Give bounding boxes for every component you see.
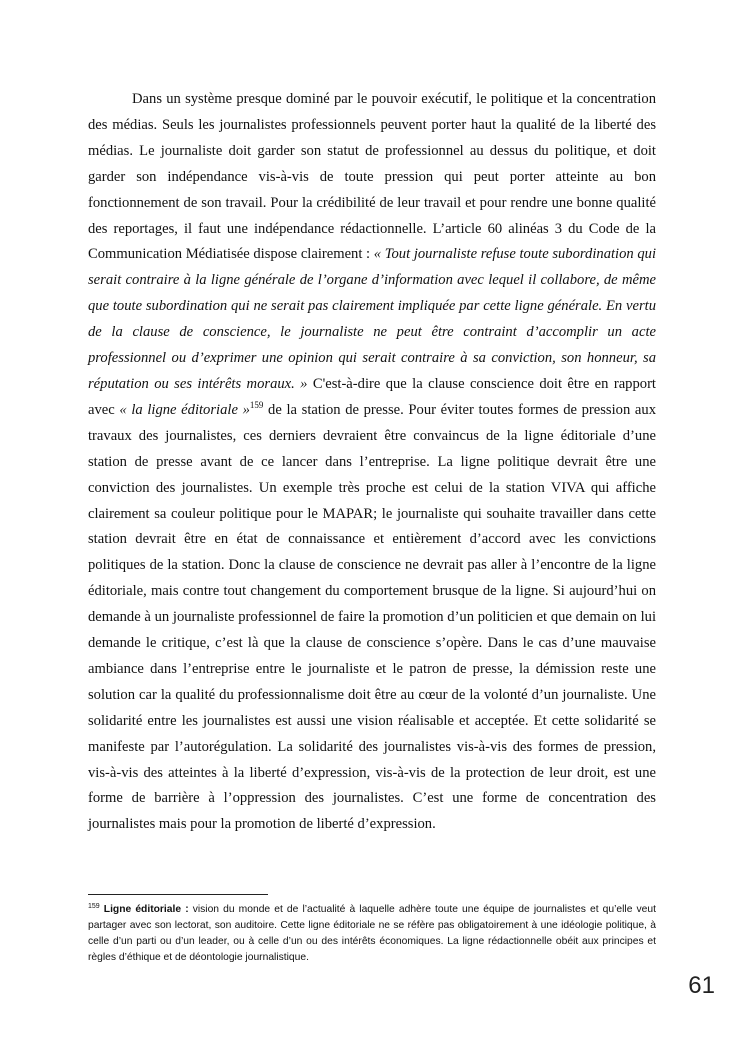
editorial-line-term: « la ligne éditoriale »: [119, 401, 250, 418]
footnote-number: 159: [88, 903, 100, 910]
footnote-separator: [88, 894, 268, 895]
footnote-reference[interactable]: 159: [249, 399, 264, 410]
footnote: [88, 902, 656, 966]
footnote-text: vision du monde et de l’actualité à laquelle adhère toute une équipe de journalistes et qu’elle veut partager avec son lectorat, son auditoire. Cette ligne éditoriale ne se réfère pas obligatoirement à une idéologie politique, à celle d’un parti ou d’un leader, ou à celle d’un ou des intérêts économiques. La ligne rédactionnelle obéit aux principes et règles d’éthique et de déontologie journalistique.: [88, 904, 656, 963]
body-text-continuation: de la station de presse. Pour éviter toutes formes de pression aux travaux des journalistes, ces derniers devraient être convaincus de la ligne éditoriale d’une station de presse avant de ce lancer dans l’entreprise. La ligne politique devrait être une conviction des journalistes. Un exemple très proche est celui de la station VIVA qui affiche clairement sa couleur politique pour le MAPAR; le journaliste qui souhaite travailler dans cette station devrait être en état de connaissance et entièrement d’accord avec les convictions politiques de la station. Donc la clause de conscience ne devrait pas aller à l’encontre de la ligne éditoriale, mais contre tout changement du comportement brusque de la ligne. Si aujourd’hui on demande à un journaliste professionnel de faire la promotion d’un politicien et que demain on lui demande le critique, c’est là que la clause de conscience s’opère. Dans le cas d’une mauvaise ambiance dans l’entreprise entre le journaliste et le patron de presse, la démission reste une solution car la qualité du professionnalisme doit être au cœur de la volonté d’un journaliste. Une solidarité entre les journalistes est aussi une vision réalisable et acceptée. Et cette solidarité se manifeste par l’autorégulation. La solidarité des journalistes vis-à-vis des formes de pression, vis-à-vis des atteintes à la liberté d’expression, vis-à-vis de la protection de leur droit, est une forme de barrière à l’oppression des journalistes. C’est une forme de concentration des journalistes mais pour la promotion de liberté d’expression.: [88, 401, 656, 833]
main-paragraph: [88, 87, 656, 838]
page-number: 61: [688, 972, 715, 999]
body-text-clause: C'est-à-dire que la clause conscience doit être en rapport avec: [88, 375, 656, 418]
legal-quote: « Tout journaliste refuse toute subordination qui serait contraire à la ligne générale de l’organe d’information avec lequel il collabore, de même que toute subordination qui ne serait pas clairement impliquée par cette ligne générale. En vertu de la clause de conscience, le journaliste ne peut être contraint d’accomplir un acte professionnel ou d’exprimer une opinion qui serait contraire à sa conviction, son honneur, sa réputation ou ses intérêts moraux. »: [88, 246, 656, 392]
footnote-term: Ligne éditoriale :: [103, 904, 189, 915]
body-text-intro: Dans un système presque dominé par le pouvoir exécutif, le politique et la concentration des médias. Seuls les journalistes professionnels peuvent porter haut la qualité de la liberté des médias. Le journaliste doit garder son statut de professionnel au dessus du politique, et doit garder son indépendance vis-à-vis de toute pression qui peut porter atteinte au bon fonctionnement de son travail. Pour la crédibilité de leur travail et pour rendre une bonne qualité des reportages, il faut une indépendance rédactionnelle. L’article 60 alinéas 3 du Code de la Communication Médiatisée dispose clairement :: [88, 91, 656, 263]
